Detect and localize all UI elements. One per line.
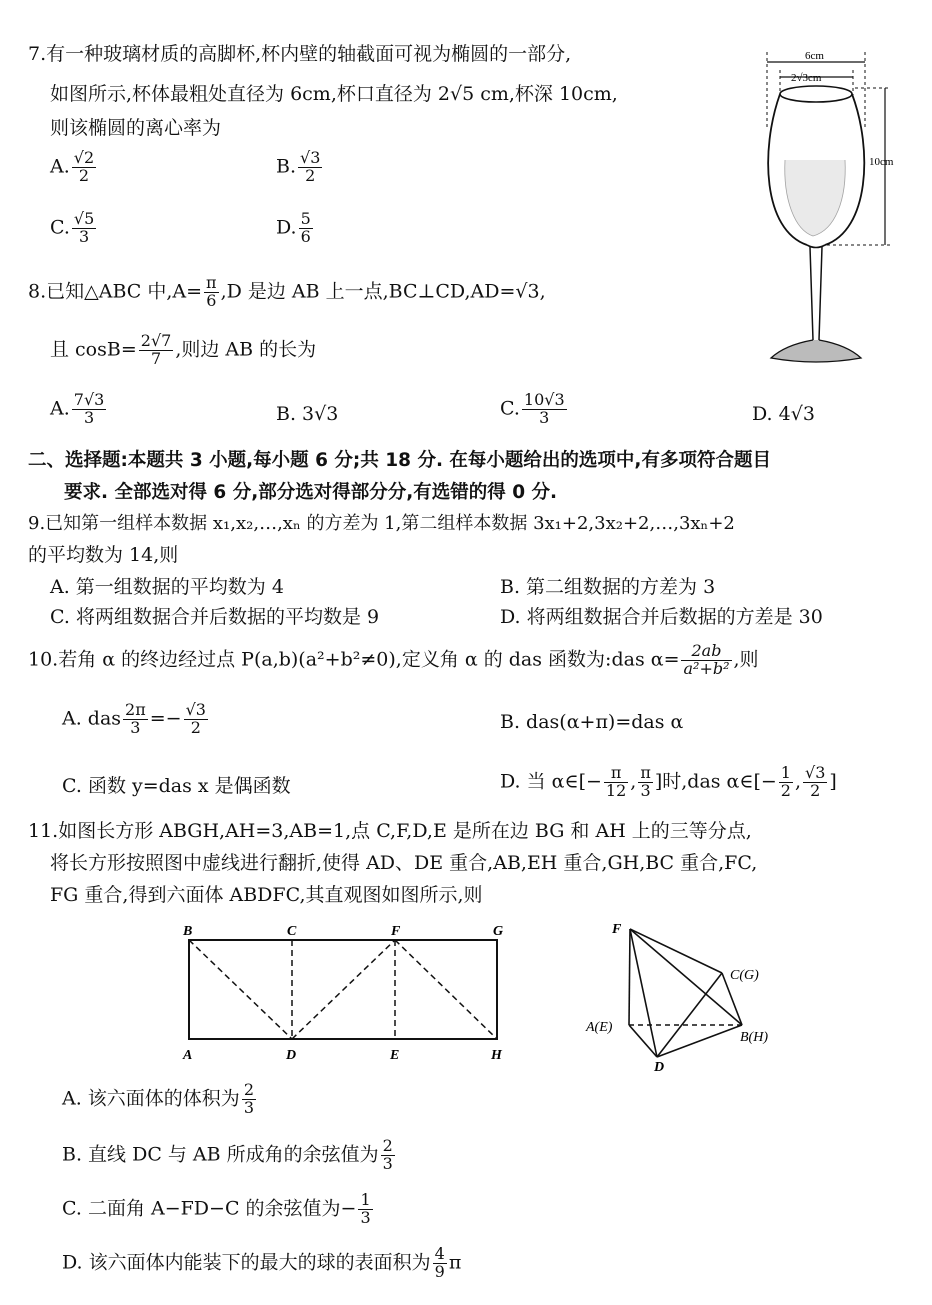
q11-option-a: A. 该六面体的体积为 $\frac{2}{3}$ xyxy=(62,1080,254,1117)
q7-line-2: 如图所示,杯体最粗处直径为 6cm,杯口直径为 2√5 cm,杯深 10cm, xyxy=(50,83,618,105)
label-H: H xyxy=(491,1048,502,1063)
label-B: B xyxy=(183,924,193,939)
solid-label-F: F xyxy=(612,922,622,937)
q7-line-3: 则该椭圆的离心率为 xyxy=(50,117,222,139)
solid-label-CG: C(G) xyxy=(730,968,759,983)
fraction: $\frac{\pi}{12}$ xyxy=(605,763,627,800)
q8-option-b: B. 3√3 xyxy=(276,403,339,425)
q9-line-1: 9.已知第一组样本数据 x₁,x₂,…,xₙ 的方差为 1,第二组样本数据 3x₁+2,3x₂+2,…,3xₙ+2 xyxy=(28,513,735,534)
label-C: C xyxy=(287,924,297,939)
fraction: $\frac{2ab}{\text{a²+b²}}$ xyxy=(683,641,730,678)
solid-label-AE: A(E) xyxy=(586,1020,613,1035)
q8-option-c: C. $\frac{10√3}{3}$ xyxy=(500,390,565,427)
label-D: D xyxy=(286,1048,297,1063)
q8-option-d: D. 4√3 xyxy=(752,403,815,425)
dim-6cm: 6cm xyxy=(805,50,824,62)
q7-option-c: C. $\frac{√5}{3}$ xyxy=(50,209,95,246)
q9-option-d: D. 将两组数据合并后数据的方差是 30 xyxy=(500,606,823,628)
fraction: $\frac{√5}{3}$ xyxy=(73,209,95,246)
fraction: $\frac{2√7}{7}$ xyxy=(140,331,172,368)
section2-line-1: 二、选择题:本题共 3 小题,每小题 6 分;共 18 分. 在每小题给出的选项中,有多项符合题目 xyxy=(28,450,771,471)
fraction: $\frac{2\pi}{3}$ xyxy=(125,700,146,737)
fraction: $\frac{\pi}{6}$ xyxy=(206,273,217,310)
q11-line-3: FG 重合,得到六面体 ABDFC,其直观图如图所示,则 xyxy=(50,884,483,906)
fraction: $\frac{1}{2}$ xyxy=(780,763,791,800)
fraction: $\frac{4}{9}$ xyxy=(434,1244,445,1281)
fraction: $\frac{5}{6}$ xyxy=(300,209,311,246)
q7-option-d: D. $\frac{5}{6}$ xyxy=(276,209,311,246)
q7-option-a: A. $\frac{√2}{2}$ xyxy=(50,148,95,185)
q7-line-1: 7.有一种玻璃材质的高脚杯,杯内壁的轴截面可视为椭圆的一部分, xyxy=(28,43,572,65)
q11-option-c: C. 二面角 A−FD−C 的余弦值为− $\frac{1}{3}$ xyxy=(62,1190,371,1227)
q9-option-c: C. 将两组数据合并后数据的平均数是 9 xyxy=(50,606,380,628)
q11-option-b: B. 直线 DC 与 AB 所成角的余弦值为 $\frac{2}{3}$ xyxy=(62,1136,393,1173)
fraction: $\frac{10√3}{3}$ xyxy=(523,390,565,427)
section2-line-2: 要求. 全部选对得 6 分,部分选对得部分分,有选错的得 0 分. xyxy=(64,482,558,503)
label-A: A xyxy=(183,1048,193,1063)
fraction: $\frac{7√3}{3}$ xyxy=(73,390,105,427)
wine-glass-figure xyxy=(755,40,920,370)
hexahedron-figure xyxy=(582,915,792,1075)
rectangle-fold-figure xyxy=(175,918,515,1068)
q11-option-d: D. 该六面体内能装下的最大的球的表面积为 $\frac{4}{9}$ π xyxy=(62,1244,462,1281)
fraction: $\frac{\pi}{3}$ xyxy=(640,763,651,800)
q10-line-1: 10.若角 α 的终边经过点 P(a,b)(a²+b²≠0),定义角 α 的 das 函数为:das α= $\frac{2ab}{\text{a²+b²}}$ ,则 xyxy=(28,641,759,678)
q9-option-b: B. 第二组数据的方差为 3 xyxy=(500,576,716,598)
solid-label-D: D xyxy=(654,1060,665,1075)
fraction: $\frac{√3}{2}$ xyxy=(805,763,826,800)
fraction: $\frac{2}{3}$ xyxy=(243,1080,254,1117)
q10-option-b: B. das(α+π)=das α xyxy=(500,711,684,733)
q7-option-b: B. $\frac{√3}{2}$ xyxy=(276,148,321,185)
q9-option-a: A. 第一组数据的平均数为 4 xyxy=(50,576,284,598)
dim-10cm: 10cm xyxy=(869,156,894,168)
label-E: E xyxy=(390,1048,400,1063)
label-G: G xyxy=(493,924,504,939)
q11-line-2: 将长方形按照图中虚线进行翻折,使得 AD、DE 重合,AB,EH 重合,GH,BC 重合,FC, xyxy=(50,852,758,874)
fraction: $\frac{√3}{2}$ xyxy=(185,700,206,737)
fraction: $\frac{√2}{2}$ xyxy=(73,148,95,185)
q8-option-a: A. $\frac{7√3}{3}$ xyxy=(50,390,105,427)
q10-option-d: D. 当 α∈[− $\frac{\pi}{12}$ , $\frac{\pi}{3}$ ]时,das α∈[− $\frac{1}{2}$ , $\frac{√3}{2}$ ] xyxy=(500,763,837,800)
q11-line-1: 11.如图长方形 ABGH,AH=3,AB=1,点 C,F,D,E 是所在边 BG 和 AH 上的三等分点, xyxy=(28,820,752,842)
fraction: $\frac{1}{3}$ xyxy=(360,1190,371,1227)
q10-option-a: A. das $\frac{2\pi}{3}$ =− $\frac{√3}{2}$ xyxy=(62,700,206,737)
fraction: $\frac{2}{3}$ xyxy=(382,1136,393,1173)
fraction: $\frac{√3}{2}$ xyxy=(300,148,321,185)
q8-line-1: 8.已知△ABC 中,A= $\frac{\pi}{6}$ ,D 是边 AB 上一点,BC⊥CD,AD=√3, xyxy=(28,273,546,310)
q10-option-c: C. 函数 y=das x 是偶函数 xyxy=(62,775,291,797)
q9-line-2: 的平均数为 14,则 xyxy=(28,544,179,566)
q8-line-2: 且 cosB= $\frac{2√7}{7}$ ,则边 AB 的长为 xyxy=(50,331,317,368)
solid-label-BH: B(H) xyxy=(740,1030,768,1045)
dim-2sqrt3cm: 2√3cm xyxy=(791,72,822,84)
label-F: F xyxy=(391,924,401,939)
